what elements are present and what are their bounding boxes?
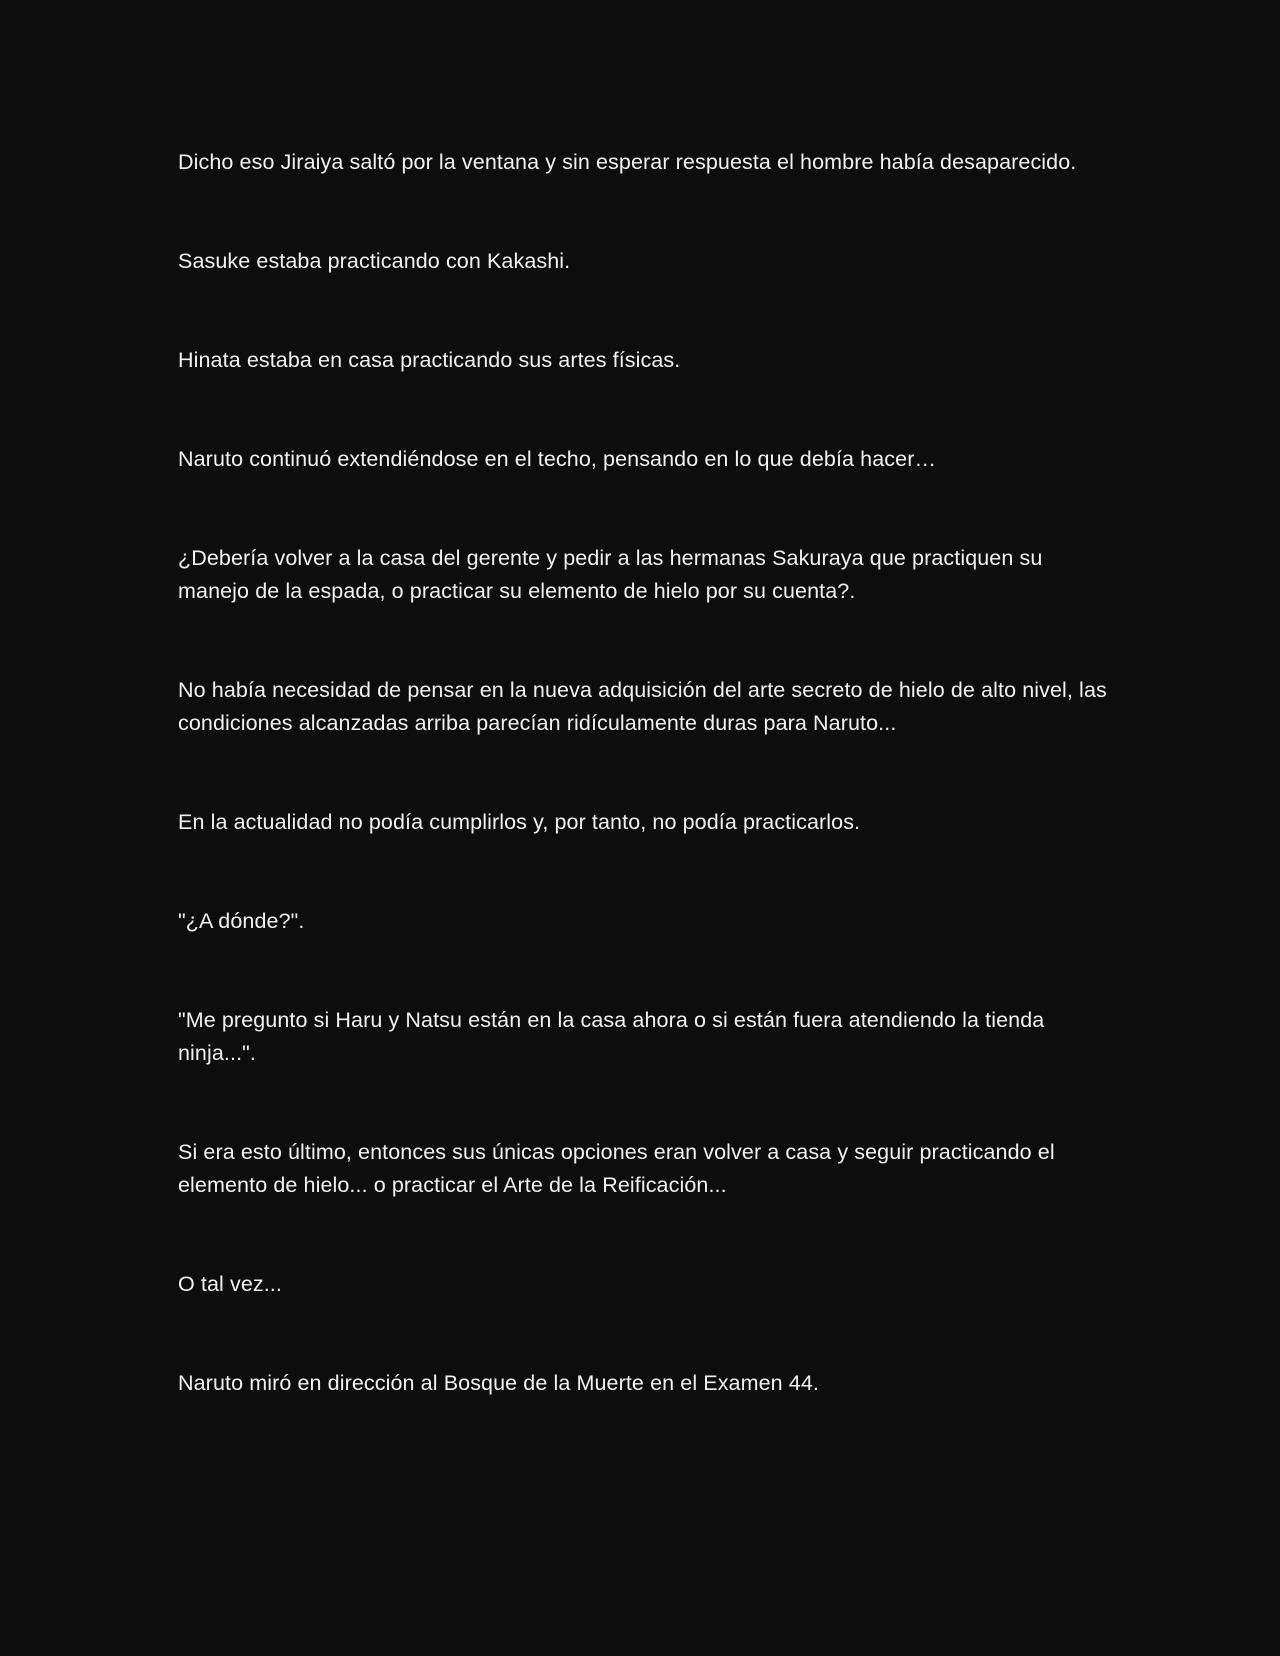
paragraph-1: Dicho eso Jiraiya saltó por la ventana y sin esperar respuesta el hombre había desaparecido. bbox=[178, 150, 1077, 174]
paragraph-9: "Me pregunto si Haru y Natsu están en la casa ahora o si están fuera atendiendo la tienda ninja...". bbox=[178, 1008, 1045, 1065]
paragraph-7: En la actualidad no podía cumplirlos y, por tanto, no podía practicarlos. bbox=[178, 810, 861, 834]
document-body bbox=[178, 146, 1108, 1466]
paragraph-3: Hinata estaba en casa practicando sus artes físicas. bbox=[178, 348, 681, 372]
paragraph-10: Si era esto último, entonces sus únicas opciones eran volver a casa y seguir practicando el elemento de hielo... o practicar el Arte de la Reificación... bbox=[178, 1140, 1055, 1197]
paragraph-5: ¿Debería volver a la casa del gerente y pedir a las hermanas Sakuraya que practiquen su manejo de la espada, o practicar su elemento de hielo por su cuenta?. bbox=[178, 546, 1043, 603]
paragraph-11: O tal vez... bbox=[178, 1272, 282, 1296]
paragraph-2: Sasuke estaba practicando con Kakashi. bbox=[178, 249, 571, 273]
paragraph-8: "¿A dónde?". bbox=[178, 909, 305, 933]
paragraph-12: Naruto miró en dirección al Bosque de la Muerte en el Examen 44. bbox=[178, 1371, 819, 1395]
paragraph-6: No había necesidad de pensar en la nueva adquisición del arte secreto de hielo de alto nivel, las condiciones alcanzadas arriba parecían ridículamente duras para Naruto... bbox=[178, 678, 1107, 735]
paragraph-4: Naruto continuó extendiéndose en el techo, pensando en lo que debía hacer… bbox=[178, 447, 937, 471]
